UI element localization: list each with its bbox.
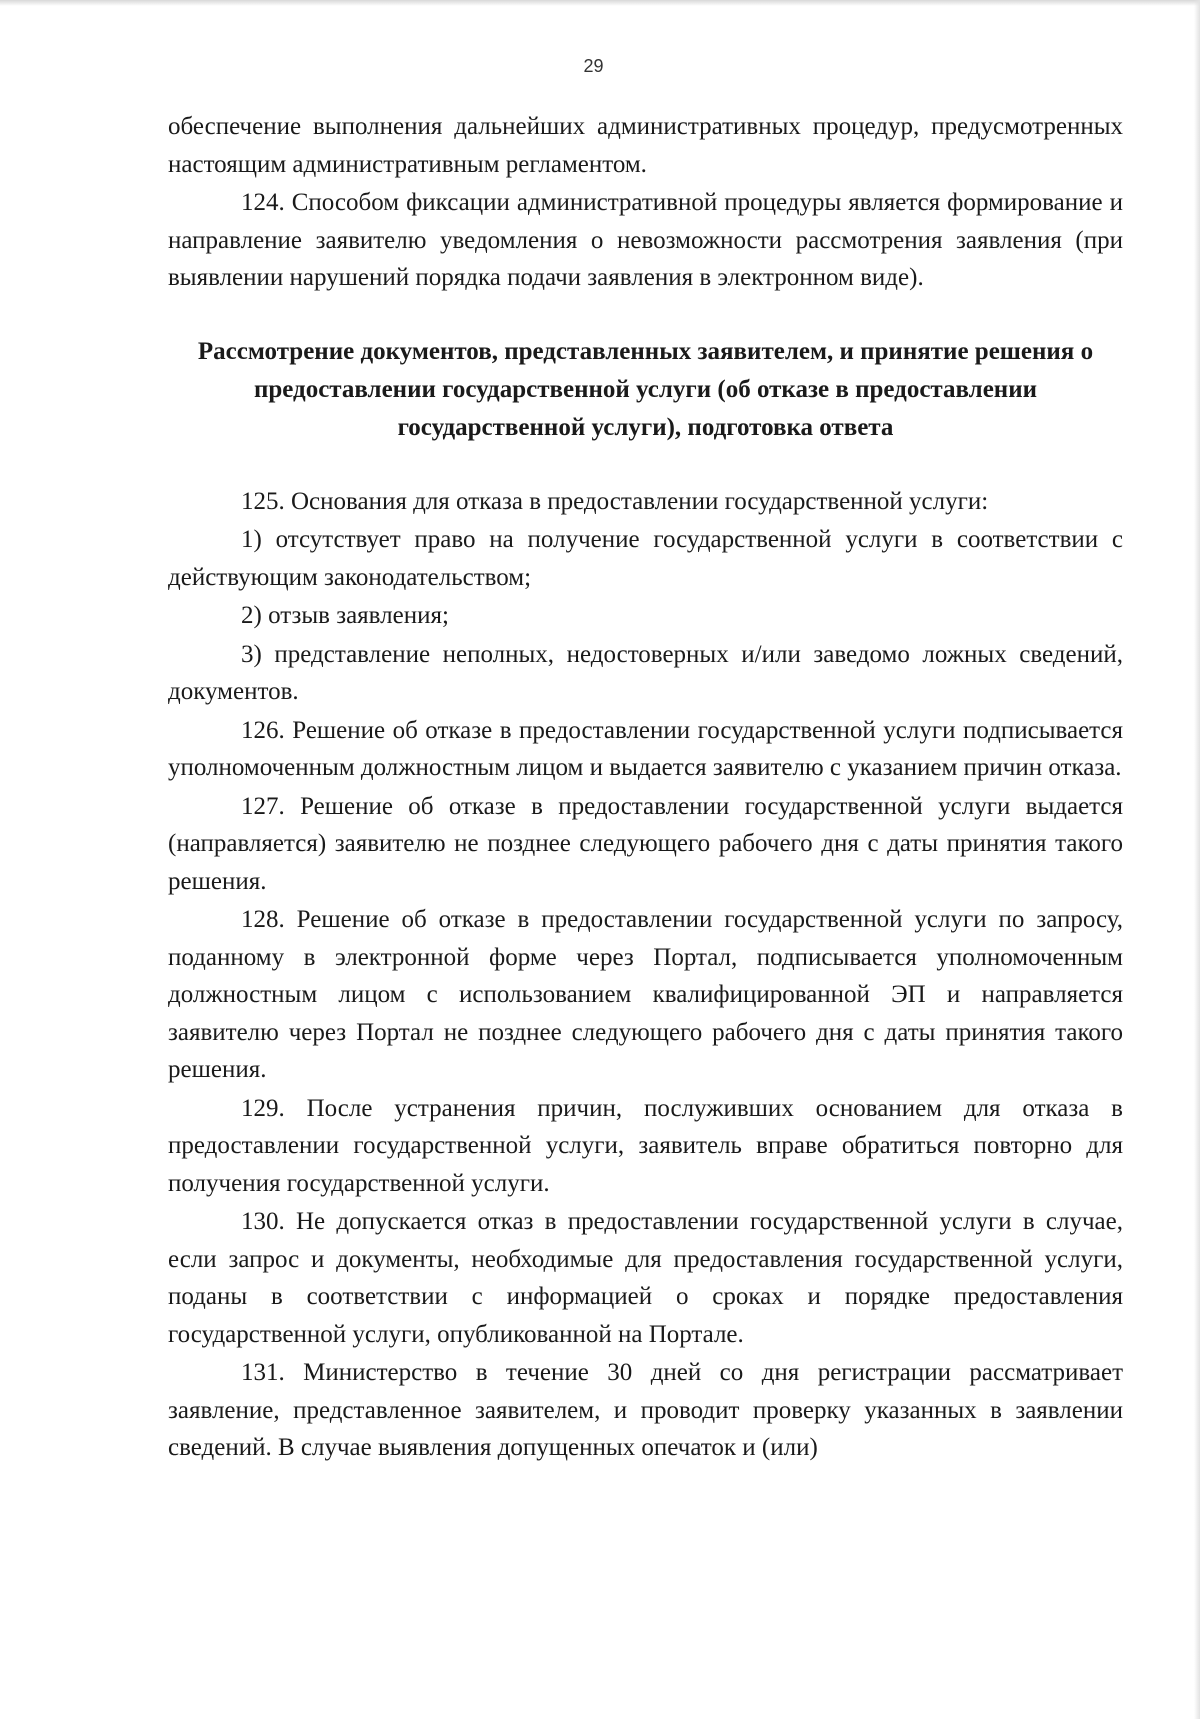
page-number: 29	[583, 56, 604, 76]
paragraph-125-item-1: 1) отсутствует право на получение государственной услуги в соответствии с действующим законодательством;	[168, 526, 1123, 591]
section-heading: Рассмотрение документов, представленных заявителем, и принятие решения о предоставлении государственной услуги (об отказе в предоставлении государственной услуги), подготовка ответа	[197, 337, 1094, 441]
paragraph-125-item-2: 2) отзыв заявления;	[241, 602, 449, 629]
paragraph-130: 130. Не допускается отказ в предоставлении государственной услуги в случае, если запрос и документы, необходимые для предоставления государственной услуги, поданы в соответствии с информацией о сроках и порядке предоставления государственной услуги, опубликованной на Портале.	[168, 1208, 1123, 1348]
scan-edge-right	[1194, 0, 1200, 1719]
paragraph-continuation: обеспечение выполнения дальнейших административных процедур, предусмотренных настоящим административным регламентом.	[168, 113, 1123, 178]
paragraph-129: 129. После устранения причин, послуживших основанием для отказа в предоставлении государственной услуги, заявитель вправе обратиться повторно для получения государственной услуги.	[168, 1094, 1123, 1197]
paragraph-131: 131. Министерство в течение 30 дней со дня регистрации рассматривает заявление, представленное заявителем, и проводит проверку указанных в заявлении сведений. В случае выявления допущенных опечаток и (или)	[168, 1359, 1123, 1461]
paragraph-124: 124. Способом фиксации административной процедуры является формирование и направление заявителю уведомления о невозможности рассмотрения заявления (при выявлении нарушений порядка подачи заявления в электронном виде).	[168, 189, 1123, 291]
paragraph-128: 128. Решение об отказе в предоставлении государственной услуги по запросу, поданному в электронной форме через Портал, подписывается уполномоченным должностным лицом с использованием квалифицированной ЭП и направляется заявителю через Портал не позднее следующего рабочего дня с даты принятия такого решения.	[168, 906, 1123, 1083]
paragraph-127: 127. Решение об отказе в предоставлении государственной услуги выдается (направляется) заявителю не позднее следующего рабочего дня с даты принятия такого решения.	[168, 792, 1123, 895]
scan-edge-top	[0, 0, 1200, 6]
paragraph-126: 126. Решение об отказе в предоставлении государственной услуги подписывается уполномоченным должностным лицом и выдается заявителю с указанием причин отказа.	[168, 716, 1123, 781]
document-body	[168, 108, 1123, 1467]
paragraph-125-item-3: 3) представление неполных, недостоверных и/или заведомо ложных сведений, документов.	[168, 640, 1123, 705]
paragraph-125: 125. Основания для отказа в предоставлении государственной услуги:	[241, 487, 989, 515]
